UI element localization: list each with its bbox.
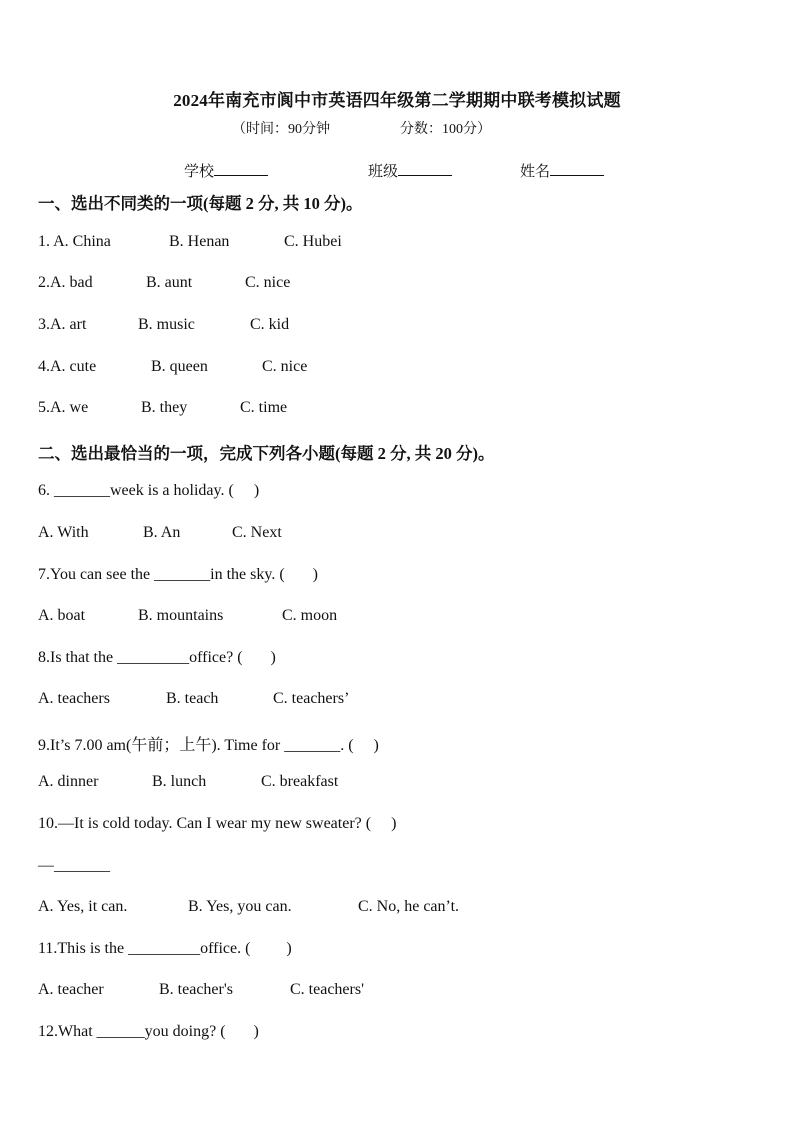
class-blank[interactable] [398,161,452,176]
q8-option-c: C. teachers’ [273,690,350,707]
q8-option-a: A. teachers [38,690,110,707]
q8-option-b: B. teach [166,690,219,707]
q5-option-c: C. time [240,399,288,416]
q10-option-a: A. Yes, it can. [38,898,128,915]
q4-option-c: C. nice [262,358,308,375]
section-2-heading: 二、选出最恰当的一项，完成下列各小题(每题 2 分, 共 20 分)。 [38,444,495,463]
q7-option-b: B. mountains [138,607,224,624]
q3-option-a: 3.A. art [38,316,87,333]
q6-option-c: C. Next [232,524,282,541]
question-9-stem: 9.It’s 7.00 am(午前；上午). Time for _______. ( ) [38,737,379,754]
question-8-stem: 8.Is that the _________office? ( ) [38,649,276,666]
q11-option-c: C. teachers' [290,981,364,998]
q9-option-c: C. breakfast [261,773,339,790]
q2-option-a: 2.A. bad [38,274,93,291]
q6-option-a: A. With [38,524,89,541]
question-12-stem: 12.What ______you doing? ( ) [38,1023,259,1040]
q7-option-a: A. boat [38,607,86,624]
section-1-heading: 一、选出不同类的一项(每题 2 分, 共 10 分)。 [38,194,363,213]
name-blank[interactable] [550,161,604,176]
q10-option-b: B. Yes, you can. [188,898,292,915]
q2-option-b: B. aunt [146,274,193,291]
class-field [368,160,452,181]
question-10-response: —_______ [38,857,110,874]
exam-subtitle: （时间：90分钟 分数：100分） [232,122,491,137]
q10-option-c: C. No, he can’t. [358,898,460,915]
school-field [184,160,268,181]
question-11-stem: 11.This is the _________office. ( ) [38,940,292,957]
q9-option-a: A. dinner [38,773,99,790]
q2-option-c: C. nice [245,274,291,291]
question-7-stem: 7.You can see the _______in the sky. ( ) [38,566,318,583]
school-blank[interactable] [214,161,268,176]
q11-option-b: B. teacher's [159,981,233,998]
q11-option-a: A. teacher [38,981,104,998]
q5-option-b: B. they [141,399,188,416]
q4-option-b: B. queen [151,358,208,375]
exam-title: 2024年南充市阆中市英语四年级第二学期期中联考模拟试题 [173,91,621,110]
q1-option-c: C. Hubei [284,233,342,250]
q7-option-c: C. moon [282,607,338,624]
q6-option-b: B. An [143,524,181,541]
q9-option-b: B. lunch [152,773,207,790]
school-label: 学校 [184,164,215,180]
q3-option-b: B. music [138,316,195,333]
class-label: 班级 [368,164,399,180]
name-field [520,160,604,181]
q4-option-a: 4.A. cute [38,358,97,375]
question-6-stem: 6. _______week is a holiday. ( ) [38,482,260,499]
question-10-stem: 10.—It is cold today. Can I wear my new sweater? ( ) [38,815,397,832]
q1-option-a: 1. A. China [38,233,111,250]
name-label: 姓名 [520,164,551,180]
q3-option-c: C. kid [250,316,290,333]
q1-option-b: B. Henan [169,233,230,250]
q5-option-a: 5.A. we [38,399,89,416]
